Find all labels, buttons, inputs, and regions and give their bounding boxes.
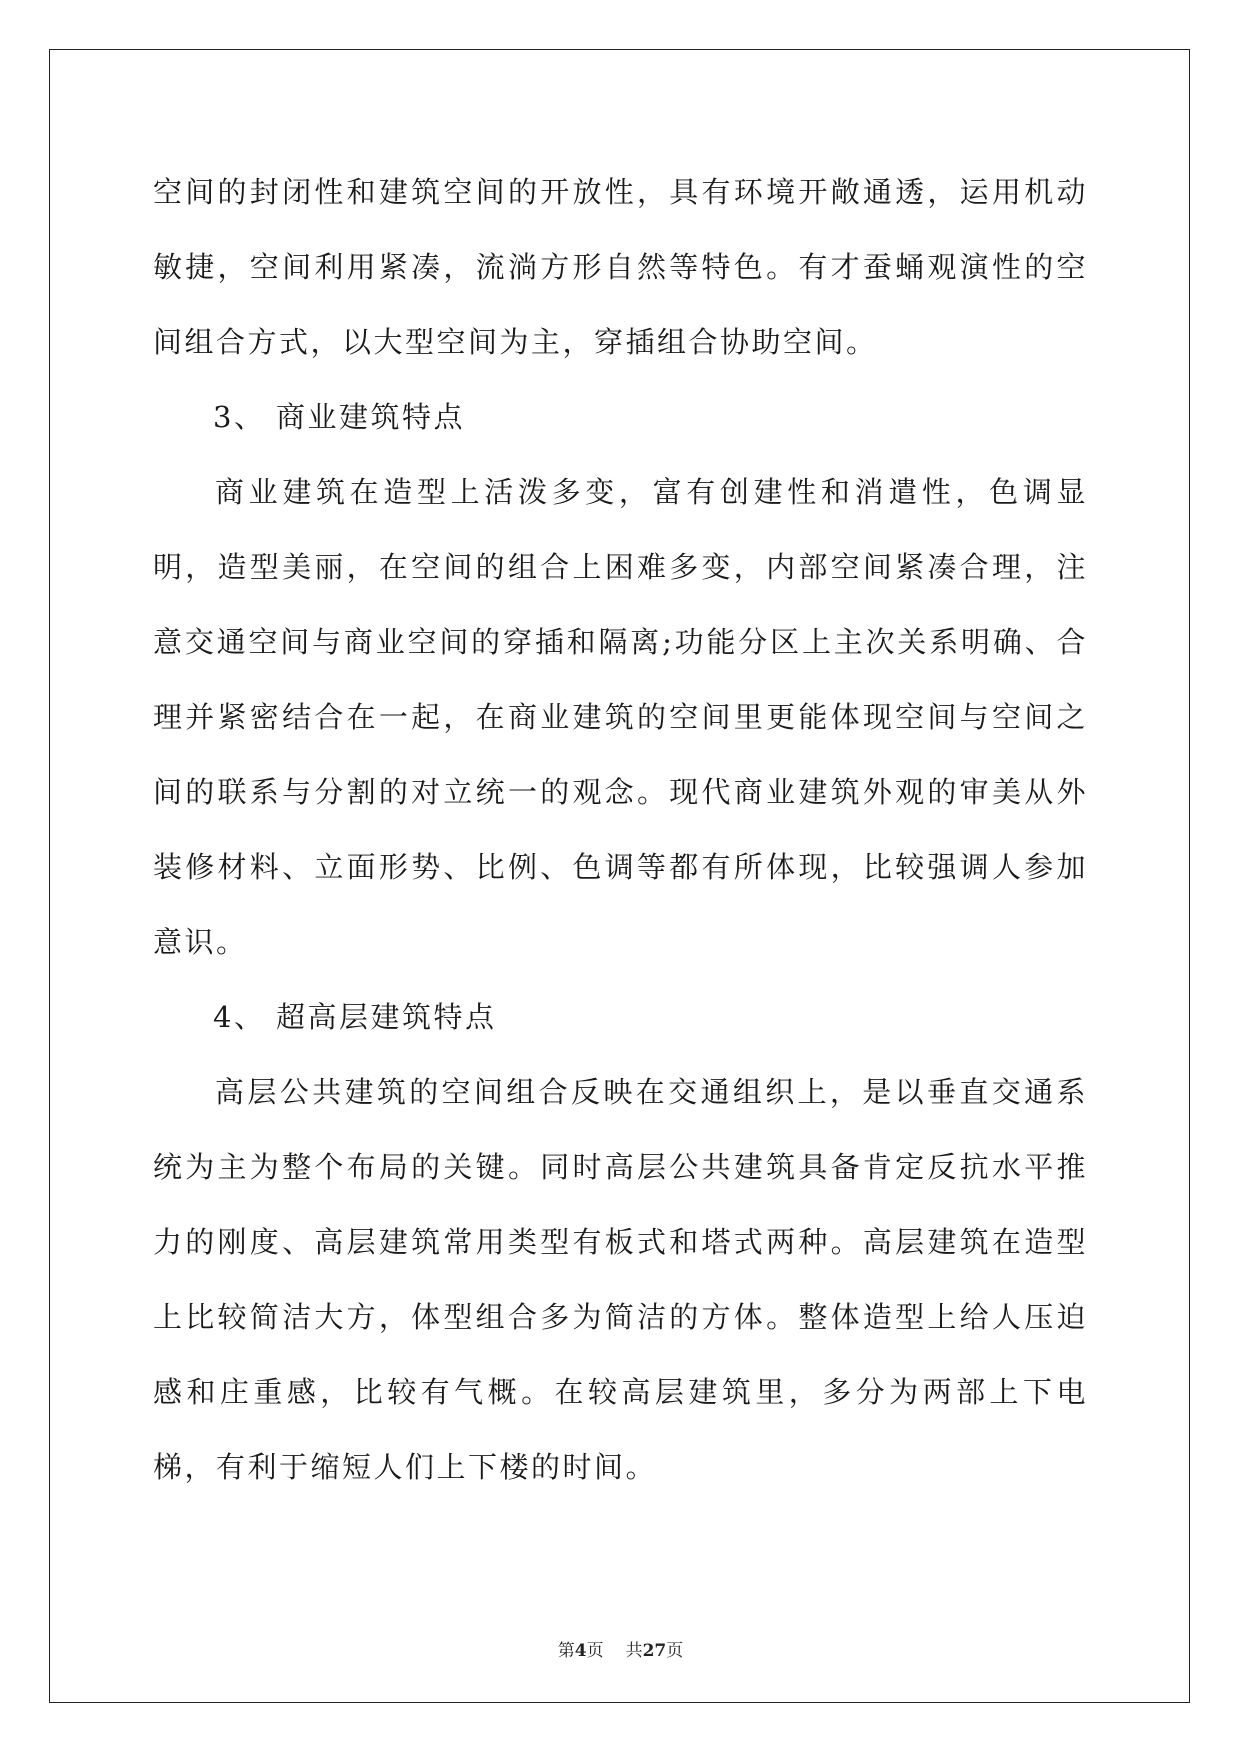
document-body	[153, 155, 1088, 1505]
footer-total-prefix: 共	[625, 1641, 643, 1661]
section-title: 超高层建筑特点	[276, 1000, 497, 1034]
section-heading	[153, 980, 1088, 1055]
section-number: 3、	[213, 400, 266, 434]
section-title: 商业建筑特点	[276, 400, 466, 434]
paragraph: 商业建筑在造型上活泼多变，富有创建性和消遣性，色调显明，造型美丽，在空间的组合上困难多变，内部空间紧凑合理，注意交通空间与商业空间的穿插和隔离;功能分区上主次关系明确、合理并紧密结合在一起，在商业建筑的空间里更能体现空间与空间之间的联系与分割的对立统一的观念。现代商业建筑外观的审美从外装修材料、立面形势、比例、色调等都有所体现，比较强调人参加意识。	[153, 475, 1088, 959]
paragraph: 空间的封闭性和建筑空间的开放性，具有环境开敞通透，运用机动敏捷，空间利用紧凑，流淌方形自然等特色。有才蚕蛹观演性的空间组合方式，以大型空间为主，穿插组合协助空间。	[153, 175, 1088, 359]
paragraph: 高层公共建筑的空间组合反映在交通组织上，是以垂直交通系统为主为整个布局的关键。同时高层公共建筑具备肯定反抗水平推力的刚度、高层建筑常用类型有板式和塔式两种。高层建筑在造型上比较简洁大方，体型组合多为简洁的方体。整体造型上给人压迫感和庄重感，比较有气概。在较高层建筑里，多分为两部上下电梯，有利于缩短人们上下楼的时间。	[153, 1075, 1088, 1484]
current-page-number: 4	[574, 1641, 587, 1661]
page-footer	[0, 1636, 1241, 1661]
section-number: 4、	[213, 1000, 266, 1034]
total-page-count: 27	[642, 1641, 667, 1661]
footer-page-suffix: 页	[586, 1641, 604, 1661]
footer-prefix: 第	[557, 1641, 575, 1661]
section-heading	[153, 380, 1088, 455]
footer-total-suffix: 页	[666, 1641, 684, 1661]
